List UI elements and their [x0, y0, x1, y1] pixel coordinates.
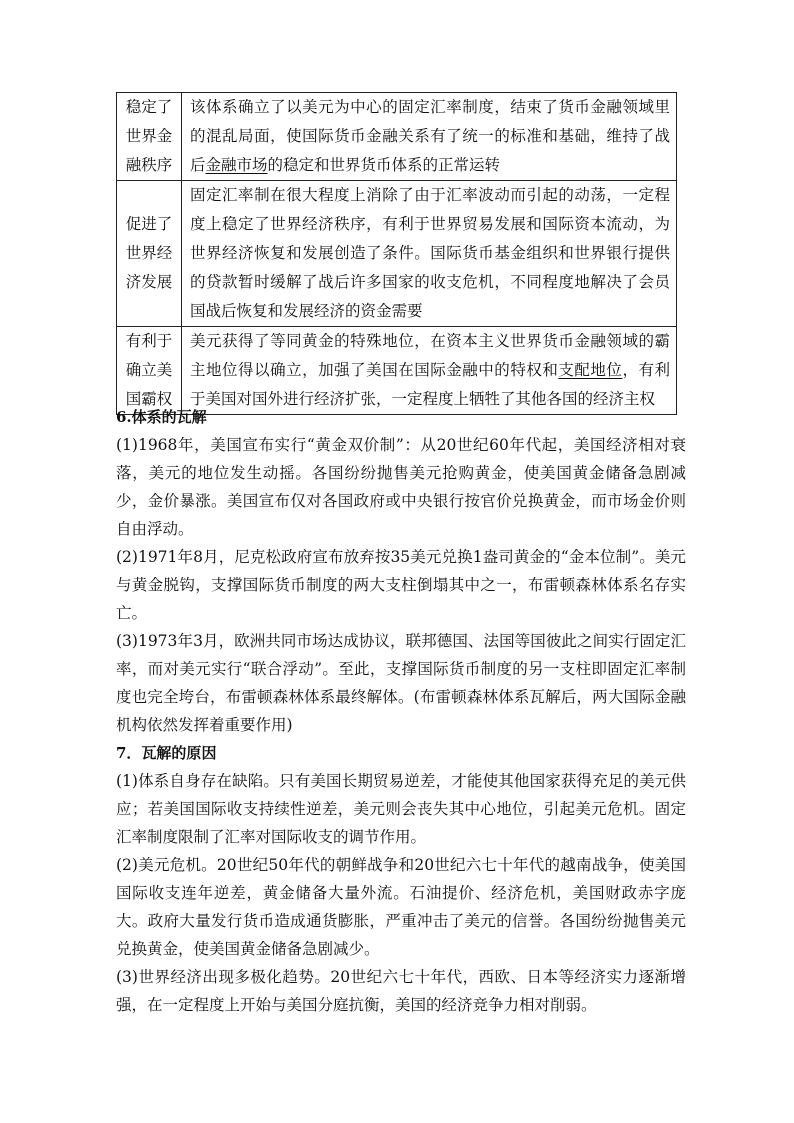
- description-text: 固定汇率制在很大程度上消除了由于汇率波动而引起的动荡，一定程度上稳定了世界经济秩序，有利于世界贸易发展和国际资本流动，为世界经济恢复和发展创造了条件。国际货币基金组织和世界银行提供的贷款暂时缓解了战后许多国家的收支危机，不同程度地解决了会员国战后恢复和发展经济的资金需要: [190, 186, 670, 320]
- row-label-line: 融秩序: [125, 156, 173, 174]
- paragraph: (3)世界经济出现多极化趋势。20世纪六七十年代，西欧、日本等经济实力逐渐增强，在一定程度上开始与美国分庭抗衡，美国的经济竞争力相对削弱。: [116, 968, 686, 1014]
- table-row: [117, 181, 677, 327]
- description-text: 美元获得了等同黄金的特殊地位，在资本主义世界货币金融领域的霸主地位得以确立，加强了美国在国际金融中的特权和: [190, 332, 670, 379]
- row-label-line: 济发展: [125, 273, 173, 291]
- section-heading: 6.体系的瓦解: [116, 408, 207, 426]
- paragraph: (1)体系自身存在缺陷。只有美国长期贸易逆差，才能使其他国家获得充足的美元供应；若美国国际收支持续性逆差，美元则会丧失其中心地位，引起美元危机。固定汇率制度限制了汇率对国际收支的调节作用。: [116, 772, 686, 846]
- row-label-line: 有利于: [125, 332, 173, 350]
- row-label-line: 促进了: [125, 215, 173, 233]
- row-label-line: 稳定了: [125, 98, 173, 116]
- effects-table: [116, 92, 677, 415]
- section-causes: [116, 740, 686, 1019]
- row-label-line: 世界经: [125, 244, 173, 262]
- table-row: [117, 93, 677, 181]
- paragraph: (2)美元危机。20世纪50年代的朝鲜战争和20世纪六七十年代的越南战争，使美国国际收支连年逆差，黄金储备大量外流。石油提价、经济危机，美国财政赤字庞大。政府大量发行货币造成通货膨胀，严重冲击了美元的信誉。各国纷纷抛售美元兑换黄金，使美国黄金储备急剧减少。: [116, 856, 686, 958]
- row-label: [117, 327, 182, 415]
- underlined-term: 金融市场: [205, 156, 268, 174]
- paragraph: (1)1968年，美国宣布实行“黄金双价制”：从20世纪60年代起，美国经济相对衰落，美元的地位发生动摇。各国纷纷抛售美元抢购黄金，使美国黄金储备急剧减少，金价暴涨。美国宣布仅对各国政府或中央银行按官价兑换黄金，而市场金价则自由浮动。: [116, 436, 686, 538]
- description-text: ，有利于美国对国外进行经济扩张，一定程度上牺牲了其他各国的经济主权: [190, 361, 670, 408]
- row-description: [182, 181, 677, 327]
- row-description: [182, 327, 677, 415]
- row-label: [117, 181, 182, 327]
- row-label-line: 国霸权: [125, 390, 173, 408]
- section-heading: 7．瓦解的原因: [116, 744, 217, 762]
- row-label-line: 世界金: [125, 127, 173, 145]
- table-row: [117, 327, 677, 415]
- paragraph: (2)1971年8月，尼克松政府宣布放弃按35美元兑换1盎司黄金的“金本位制”。美元与黄金脱钩，支撑国际货币制度的两大支柱倒塌其中之一，布雷顿森林体系名存实亡。: [116, 548, 686, 622]
- row-description: [182, 93, 677, 181]
- underlined-term: 支配地位: [558, 361, 623, 379]
- paragraph: (3)1973年3月，欧洲共同市场达成协议，联邦德国、法国等国彼此之间实行固定汇率，而对美元实行“联合浮动”。至此，支撑国际货币制度的另一支柱即固定汇率制度也完全垮台，布雷顿森林体系最终解体。(布雷顿森林体系瓦解后，两大国际金融机构依然发挥着重要作用): [116, 632, 686, 734]
- row-label-line: 确立美: [125, 361, 173, 379]
- description-text: 该体系确立了以美元为中心的固定汇率制度，结束了货币金融领域里的混乱局面，使国际货币金融关系有了统一的标准和基础，维持了战后: [190, 98, 670, 174]
- section-collapse: [116, 404, 686, 739]
- description-text: 的稳定和世界货币体系的正常运转: [267, 156, 501, 174]
- row-label: [117, 93, 182, 181]
